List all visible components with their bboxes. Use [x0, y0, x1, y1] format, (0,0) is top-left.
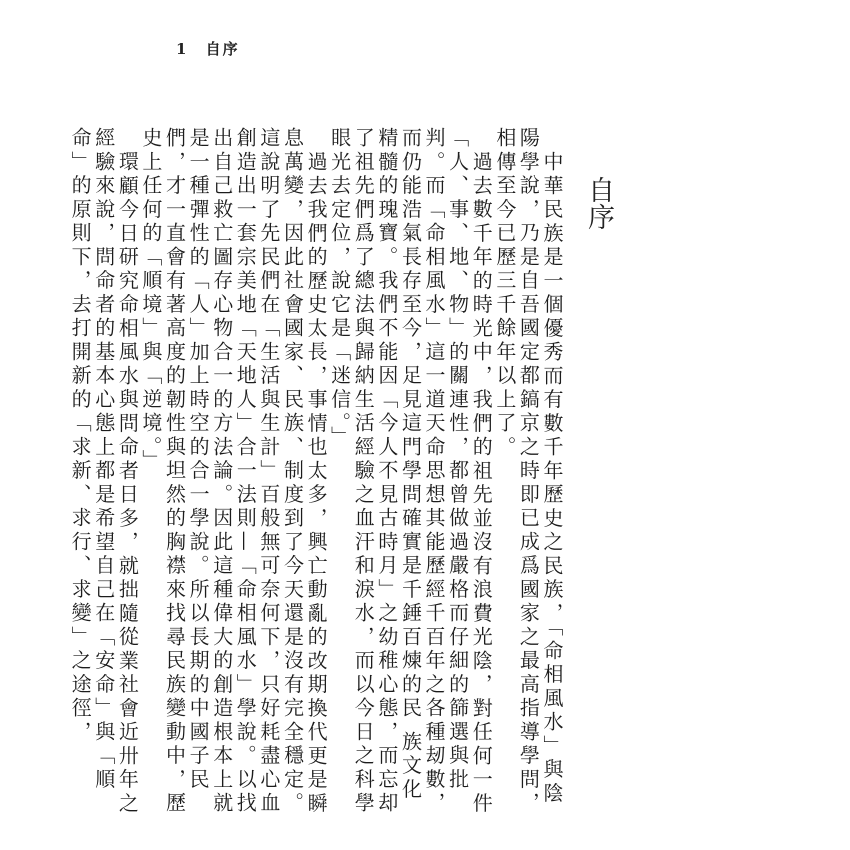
running-header [176, 38, 240, 59]
paragraph: 過去數千年的時光中，我們的祖先並沒有浪費光陰，對任何一件「人、事、地、物」的關連性，都曾做過嚴格而仔細的篩選與批判。而「命相風水」這一道天命思想其能歷經千百年之各種刼數，而仍能浩氣長存至今，足見這門學問確實是千錘百煉的民 族文化精髓的瑰寶。我們不能因「今人不見古時月」之幼稚心態，而忘却了祖先們爲了總法與歸納生活經驗之血汗和淚水，而以今日之科學眼光去定位，說它是「迷信。」 [327, 127, 494, 816]
body-text [68, 127, 563, 817]
paragraph: 中華民族是一個優秀而有數千年歷史之民族，「命相風水」與陰陽學說，乃是自吾國定都鎬京之時即已成爲國家之最高指導學問，相傳至今已歷三千餘年以上了。 [492, 127, 564, 816]
paragraph: 環顧今日研究命相風水與問命者日多，就拙隨從業社會近卅年之經驗來說，問命者的基本心態上都是希望自己在「安命」與「順命」的原則下，去打開新的「求新、求行、求變」之途徑， [68, 127, 140, 816]
chapter-title: 自序 [583, 176, 614, 230]
section-name: 自序 [205, 40, 240, 58]
paragraph: 過去我們的歷史太長，事情也太多，興亡動亂的改期換代更是瞬息萬變，因此社會國家、民族、制度到了今天還是沒有完全穩定。這說明了先民們在「生活與生計」百般無可奈何下，只好耗盡心血創造出一套宗美地「天地人」合一法則—「命相風水」學說。以找出自己救亡圖存心物合一的方法論。因此這種偉大的創造根本上就是一種彈性的「人」加上時空的合一學說。所以長期的中國子民們，才一直會有著高度的韌性與坦然的胸襟來找尋民族變動中，歷史上任何的「順境」與「逆境。」 [138, 127, 329, 816]
page-number: 1 [176, 40, 189, 58]
